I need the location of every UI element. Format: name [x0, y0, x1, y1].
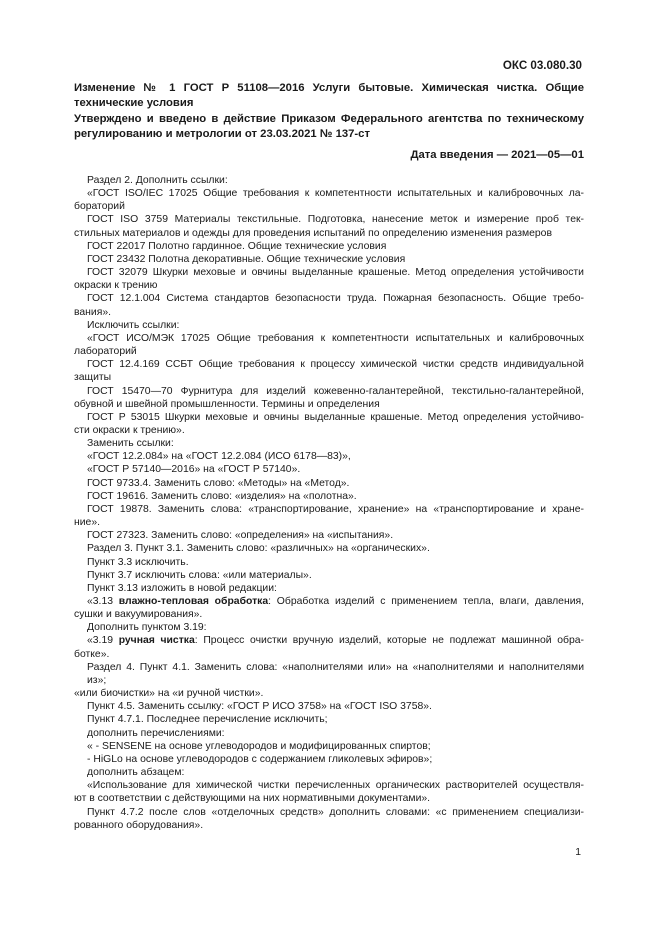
text-line: рованного оборудования».: [74, 819, 204, 831]
text-line: ГОСТ 9733.4. Заменить слово: «Методы» на «Метод».: [87, 477, 350, 489]
text-line: лабораторий: [74, 346, 137, 358]
text-line: Пункт 3.13 изложить в новой редакции:: [87, 582, 277, 594]
text-line: стильных материалов и одежды для проведения испытаний по определению изменения размеров: [74, 227, 552, 239]
text-line: ГОСТ 23432 Полотна декоративные. Общие технические условия: [87, 253, 406, 265]
text-line: ботке».: [74, 648, 110, 660]
text-line: Раздел 3. Пункт 3.1. Заменить слово: «различных» на «органических».: [87, 543, 430, 555]
text-line: бораторий: [74, 201, 125, 213]
text-line: сти окраски к трению».: [74, 424, 185, 436]
text-line: Пункт 4.5. Заменить ссылку: «ГОСТ Р ИСО 3758» на «ГОСТ ISO 3758».: [87, 701, 432, 713]
term-bold: влажно-тепловая обработка: [118, 596, 269, 607]
text-line: Пункт 3.7 исключить слова: «или материалы».: [87, 569, 312, 581]
text-line: Заменить ссылки:: [87, 438, 174, 450]
text-line: Пункт 4.7.2 после слов «отделочных средств» дополнить словами: «с применением специализи-: [87, 806, 584, 818]
text-line: ГОСТ 22017 Полотно гардинное. Общие технические условия: [87, 240, 387, 252]
text-line: ГОСТ 15470—70 Фурнитура для изделий кожевенно-галантерейной, текстильно-галантерейной,: [87, 385, 584, 397]
text-line: обувной и швейной промышленности. Термины и определения: [74, 398, 380, 410]
text-line: ГОСТ 19878. Заменить слова: «транспортирование, хранение» на «транспортирование и хране-: [87, 503, 584, 515]
page-number: 1: [575, 847, 581, 858]
document-body: [74, 174, 584, 832]
text-line: ГОСТ Р 53015 Шкурки меховые и овчины выделанные крашеные. Метод определения устойчиво-: [87, 411, 584, 423]
term-definition: : Обработка изделий с применением тепла, влаги, давления,: [268, 596, 585, 607]
text-line: ГОСТ 12.1.004 Система стандартов безопасности труда. Пожарная безопасность. Общие требо-: [87, 293, 584, 305]
definition-line: [74, 595, 584, 608]
text-line: «Использование для химической чистки перечисленных органических растворителей осуществля-: [87, 780, 584, 792]
text-line: ют в соответствии с действующими на них нормативными документами».: [74, 793, 431, 805]
effective-date: Дата введения — 2021—05—01: [410, 149, 584, 161]
text-line: защиты: [74, 372, 112, 384]
text-line: «ГОСТ 12.2.084» на «ГОСТ 12.2.084 (ИСО 6178—83)»,: [87, 451, 351, 463]
approval-statement: Утверждено и введено в действие Приказом Федерального агентства по техническому регулированию и метрологии от 23.03.2021 № 137-ст: [74, 113, 584, 140]
text-line: дополнить перечислениями:: [87, 727, 225, 739]
text-line: ГОСТ 32079 Шкурки меховые и овчины выделанные крашеные. Метод определения устойчивости: [87, 267, 584, 279]
text-line: ГОСТ ISO 3759 Материалы текстильные. Подготовка, нанесение меток и измерение проб тек-: [87, 214, 584, 226]
text-line: «ГОСТ ISO/IEC 17025 Общие требования к компетентности испытательных и калибровочных ла-: [87, 188, 584, 200]
amendment-title: Изменение № 1 ГОСТ Р 51108—2016 Услуги бытовые. Химическая чистка. Общие технические условия: [74, 82, 584, 109]
text-line: сушки и вакуумирования».: [74, 609, 203, 621]
text-line: «ГОСТ Р 57140—2016» на «ГОСТ Р 57140».: [87, 464, 301, 476]
text-line: Дополнить пунктом 3.19:: [87, 622, 207, 634]
text-line: Раздел 4. Пункт 4.1. Заменить слова: «наполнителями или» на «наполнителями и наполнителями из»;: [87, 661, 584, 686]
text-line: Пункт 4.7.1. Последнее перечисление исключить;: [87, 714, 328, 726]
text-line: ГОСТ 19616. Заменить слово: «изделия» на «полотна».: [87, 490, 357, 502]
text-line: ГОСТ 27323. Заменить слово: «определения» на «испытания».: [87, 530, 394, 542]
term-bold: ручная чистка: [118, 635, 195, 647]
term-number: «3.19: [87, 635, 119, 647]
oks-code: ОКС 03.080.30: [502, 59, 582, 72]
text-line: вания».: [74, 306, 112, 318]
text-line: ГОСТ 12.4.169 ССБТ Общие требования к процессу химической чистки средств индивидуальной: [87, 359, 584, 371]
text-line: Раздел 2. Дополнить ссылки:: [87, 175, 228, 186]
term-definition: : Процесс очистки вручную изделий, которые не подлежат машинной обра-: [194, 635, 585, 647]
text-line: «или биочистки» на «и ручной чистки».: [74, 688, 264, 700]
definition-line: [74, 634, 584, 647]
text-line: «ГОСТ ИСО/МЭК 17025 Общие требования к компетентности испытательных и калибровочных: [87, 332, 584, 344]
text-line: дополнить абзацем:: [87, 767, 185, 779]
text-line: - HiGLo на основе углеводородов с содержанием гликолевых эфиров»;: [87, 753, 433, 765]
text-line: « - SENSENE на основе углеводородов и модифицированных спиртов;: [87, 740, 431, 752]
text-line: ние».: [74, 517, 100, 529]
term-number: «3.13: [87, 596, 119, 607]
text-line: окраски к трению: [74, 280, 158, 292]
text-line: Пункт 3.3 исключить.: [87, 556, 189, 568]
text-line: Исключить ссылки:: [87, 319, 180, 331]
